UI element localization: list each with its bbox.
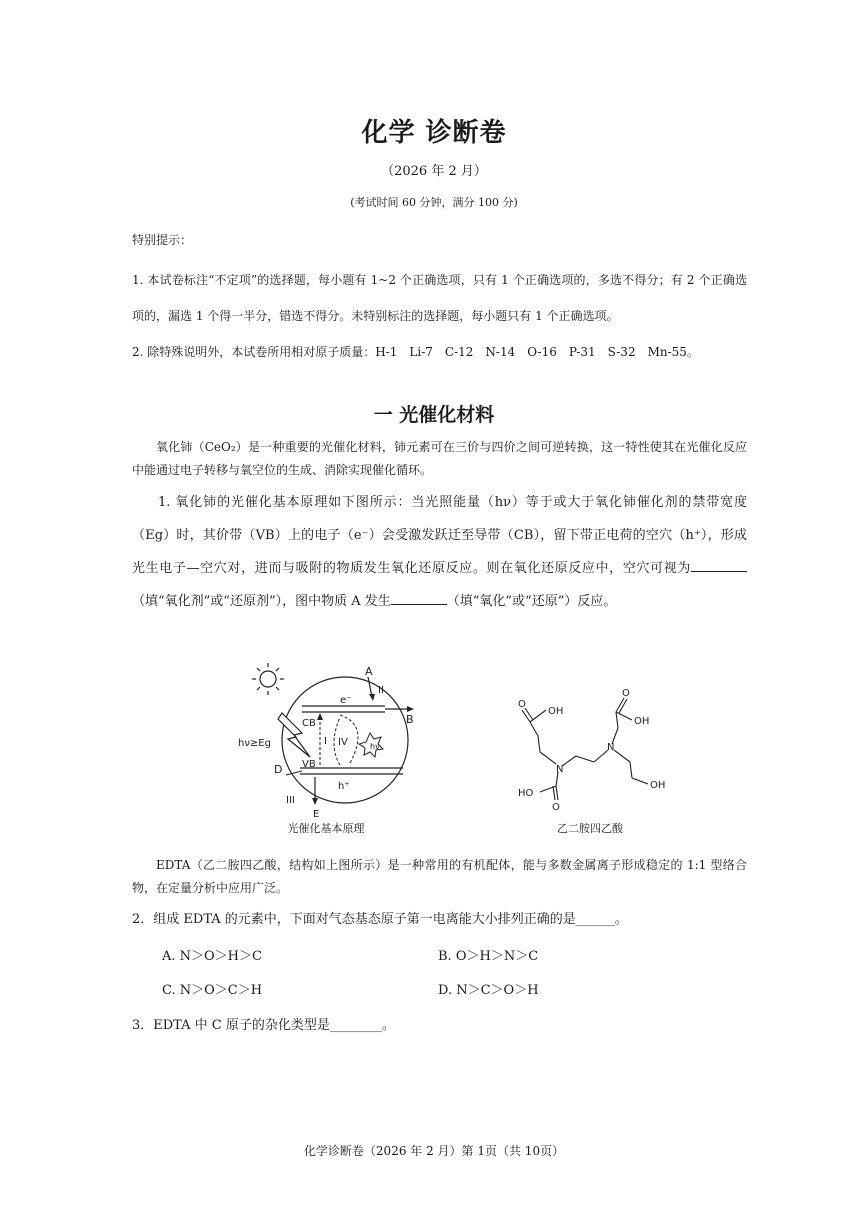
q1-text-b: （填“氧化剂”或“还原剂”），图中物质 A 发生 xyxy=(132,594,391,609)
q1-blank-2[interactable] xyxy=(391,590,447,605)
q2-option-d[interactable]: D. N＞C＞O＞H xyxy=(438,983,539,998)
label-IV: IV xyxy=(338,737,348,748)
exam-time-info: (考试时间 60 分钟，满分 100 分) xyxy=(350,196,518,209)
q1-text-c: （填“氧化”或“还原”）反应。 xyxy=(446,594,617,609)
notes-heading: 特别提示： xyxy=(132,233,193,247)
edta-n-1: N xyxy=(556,764,564,775)
page-title: 化学 诊断卷 xyxy=(361,118,507,148)
question-2 xyxy=(132,908,747,927)
label-III: III xyxy=(286,795,295,806)
section-title: 一 光催化材料 xyxy=(373,404,495,426)
label-A: A xyxy=(365,665,373,678)
edta-o-1: O xyxy=(518,699,526,710)
exam-date: （2026 年 2 月） xyxy=(381,164,487,179)
label-E: E xyxy=(313,809,320,820)
q1-text-a: 1. 氧化铈的光催化基本原理如下图所示：当光照能量（hν）等于或大于氧化铈催化剂的禁带宽度（Eg）时，其价带（VB）上的电子（e⁻）会受激发跃迁至导带（CB），留下带正电荷的空穴（h⁺），形成光生电子—空穴对，进而与吸附的物质发生氧化还原反应。则在氧化还原反应中，空穴可视为 xyxy=(132,495,747,576)
figure2-caption: 乙二胺四乙酸 xyxy=(557,822,623,835)
notes-block xyxy=(132,262,747,370)
label-II: II xyxy=(378,685,384,696)
sun-icon xyxy=(252,663,284,695)
label-I: I xyxy=(324,736,327,747)
label-VB: VB xyxy=(302,759,316,770)
label-hv: hν xyxy=(370,742,380,751)
edta-o-2: O xyxy=(622,688,630,699)
q2-option-c[interactable]: C. N＞O＞C＞H xyxy=(162,983,263,998)
label-CB: CB xyxy=(302,718,316,729)
label-hole: h⁺ xyxy=(338,781,350,792)
note-item-2: 2. 除特殊说明外，本试卷所用相对原子质量：H-1 Li-7 C-12 N-14 O-16 P-31 S-32 Mn-55。 xyxy=(132,345,699,359)
page-footer: 化学诊断卷（2026 年 2 月）第 1页（共 10页） xyxy=(303,1144,565,1158)
section-intro: 氧化铈（CeO₂）是一种重要的光催化材料，铈元素可在三价与四价之间可逆转换，这一特性使其在光催化反应中能通过电子转移与氧空位的生成、消除实现催化循环。 xyxy=(132,440,747,477)
edta-n-2: N xyxy=(607,742,615,753)
note-item-1: 1. 本试卷标注“不定项”的选择题，每小题有 1~2 个正确选项，只有 1 个正确选项的，多选不得分；有 2 个正确选项的，漏选 1 个得一半分，错选不得分。未特别标注的选择题，每小题只有 1 个正确选项。 xyxy=(132,273,747,323)
q2-option-a[interactable]: A. N＞O＞H＞C xyxy=(162,949,262,964)
q2-option-b[interactable]: B. O＞H＞N＞C xyxy=(438,949,539,964)
edta-oh-3: OH xyxy=(650,780,666,791)
edta-intro: EDTA（乙二胺四乙酸，结构如上图所示）是一种常用的有机配体，能与多数金属离子形成稳定的 1:1 型络合物，在定量分析中应用广泛。 xyxy=(132,858,747,895)
label-B: B xyxy=(406,713,414,726)
edta-oh-1: OH xyxy=(548,706,564,717)
q2-stem: 2．组成 EDTA 的元素中，下面对气态基态原子第一电离能大小排列正确的是______。 xyxy=(132,912,628,927)
question-1 xyxy=(132,486,747,618)
question-3: 3．EDTA 中 C 原子的杂化类型是________。 xyxy=(132,1018,395,1033)
figure1-caption: 光催化基本原理 xyxy=(287,822,365,835)
edta-o-3: O xyxy=(552,802,560,810)
edta-ho: HO xyxy=(518,788,534,799)
label-hv-eg: hν≥Eg xyxy=(238,738,271,749)
photocatalysis-diagram xyxy=(220,655,450,820)
label-electron: e⁻ xyxy=(340,695,352,706)
label-D: D xyxy=(274,763,283,776)
edta-structure xyxy=(500,680,690,810)
edta-oh-2: OH xyxy=(634,716,650,727)
q1-blank-1[interactable] xyxy=(691,557,747,572)
